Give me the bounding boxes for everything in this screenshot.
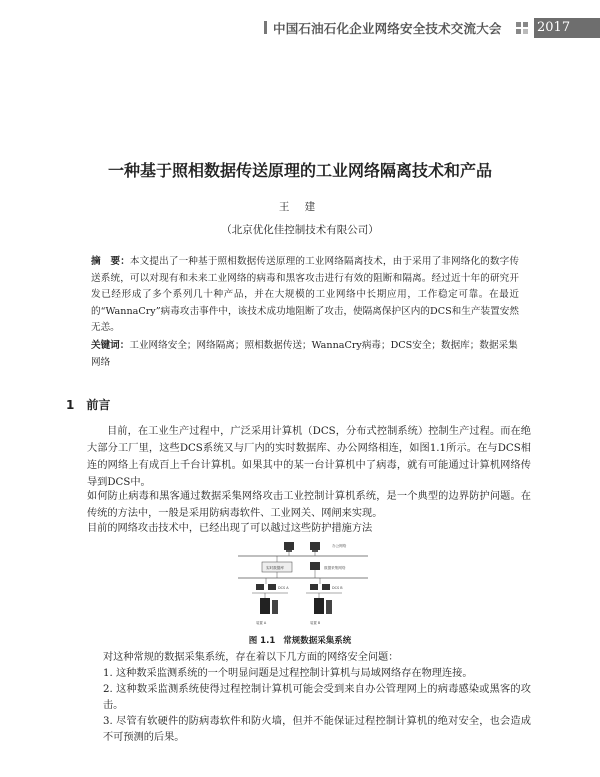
paragraph-2-text: 如何防止病毒和黑客通过数据采集网络攻击工业控制计算机系统，是一个典型的边界防护问题。在传统的方法中，一般是采用防病毒软件、工业网关、网闸来实现。 xyxy=(87,491,531,519)
list-intro: 对这种常规的数据采集系统，存在着以下几方面的网络安全问题： xyxy=(103,652,399,663)
issue-list xyxy=(87,650,531,746)
author-affiliation: （北京优化佳控制技术有限公司） xyxy=(221,224,379,236)
author-name: 王 建 xyxy=(278,201,322,213)
data-collect-label: 数据采集网络 xyxy=(324,566,346,570)
list-item: 1. 这种数采监测系统的一个明显问题是过程控制计算机与局域网络存在物理连接。 xyxy=(103,668,473,679)
paragraph-1-text: 目前，在工业生产过程中，广泛采用计算机（DCS，分布式控制系统）控制生产过程。而在绝大部分工厂里，这些DCS系统又与厂内的实时数据库、办公网络相连，如图1.1所示。在与DCS相连的网络上有成百上千台计算机。如果其中的某一台计算机中了病毒，就有可能通过计算机网络传导到DCS中。 xyxy=(87,426,531,488)
figure-label: 图 1.1 xyxy=(248,636,276,646)
device-b-label: 装置 B xyxy=(310,621,321,625)
controller-b-icon xyxy=(314,598,324,614)
abstract-label: 摘 要： xyxy=(91,256,130,267)
paragraph-3 xyxy=(87,520,531,537)
figure-caption-text: 常规数据采集系统 xyxy=(283,636,352,646)
abstract xyxy=(91,254,519,337)
list-item: 3. 尽管有软硬件的防病毒软件和防火墙，但并不能保证过程控制计算机的绝对安全，也会造成不可预测的后果。 xyxy=(103,716,531,743)
section-number: 1 xyxy=(66,398,75,412)
conference-year: 2017 xyxy=(534,18,600,38)
keywords-label: 关键词： xyxy=(91,340,130,351)
paragraph-1 xyxy=(87,423,531,491)
controller-a-icon xyxy=(260,598,270,614)
figure-caption xyxy=(0,634,600,646)
list-item: 2. 这种数采监测系统使得过程控制计算机可能会受到来自办公管理网上的病毒感染或黑客的攻击。 xyxy=(103,684,531,711)
keywords-text: 工业网络安全；网络隔离；照相数据传送；WannaCry病毒；DCS安全；数据库；数据采集网络 xyxy=(91,340,518,368)
running-header xyxy=(0,18,600,40)
office-pc-icon xyxy=(284,542,320,552)
figure-network-diagram xyxy=(228,540,380,628)
header-bar-mark xyxy=(264,21,267,34)
dcs-b-label: DCS B xyxy=(332,586,343,590)
dcs-a-workstations xyxy=(256,584,289,590)
realtime-db-label: 实时数据库 xyxy=(266,566,284,570)
paper-title: 一种基于照相数据传送原理的工业网络隔离技术和产品 xyxy=(107,161,492,180)
keywords xyxy=(91,338,519,371)
header-dots-ornament xyxy=(516,22,530,34)
conference-name: 中国石油石化企业网络安全技术交流大会 xyxy=(273,21,502,36)
office-network-label: 办公网络 xyxy=(332,544,347,548)
dcs-a-label: DCS A xyxy=(278,586,289,590)
paragraph-2 xyxy=(87,488,531,522)
db-server-icon xyxy=(310,562,320,570)
abstract-text: 本文提出了一种基于照相数据传送原理的工业网络隔离技术，由于采用了非网络化的数字传送系统，可以对现有和未来工业网络的病毒和黑客攻击进行有效的阻断和隔离。经过近十年的研究开发已经形成了多个系列几十种产品，并在大规模的工业网络中长期应用，工作稳定可靠。在最近的“WannaCry”病毒攻击事件中，该技术成功地阻断了攻击，使隔离保护区内的DCS和生产装置安然无恙。 xyxy=(91,256,519,333)
device-a-label: 装置 A xyxy=(256,621,267,625)
section-title: 前言 xyxy=(86,398,111,412)
paragraph-3-text: 目前的网络攻击技术中，已经出现了可以越过这些防护措施方法 xyxy=(87,523,373,534)
dcs-b-workstations xyxy=(310,584,343,590)
section-heading xyxy=(66,396,110,413)
